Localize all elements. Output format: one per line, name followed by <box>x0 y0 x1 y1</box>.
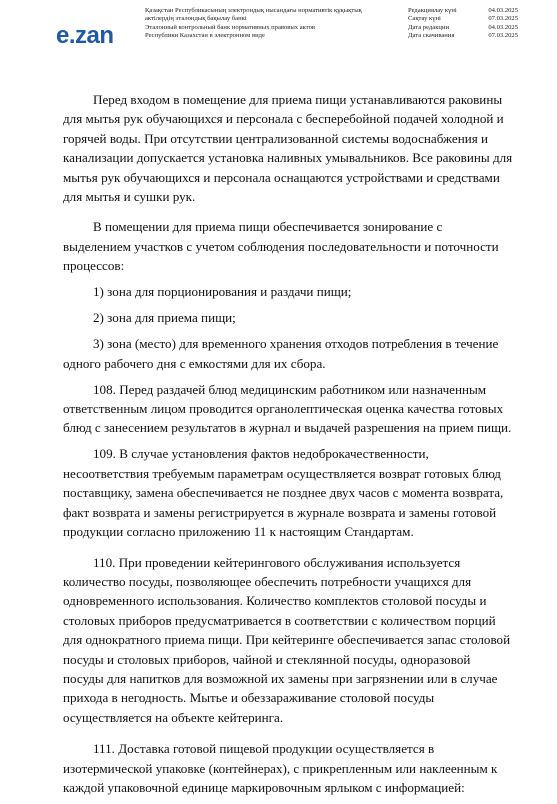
meta-value: 07.03.2025 <box>488 15 518 23</box>
meta-row <box>408 24 518 32</box>
meta-value: 07.03.2025 <box>488 32 518 40</box>
paragraph: 110. При проведении кейтерингового обслуживания используется количество посуды, позволяющее обеспечить потребности учащихся для одновременного использования. Количество комплектов столовой посуды и столовых приборов предусматривается в соответствии с количеством порций для однократного приема пищи. При кейтеринге обеспечивается запас столовой посуды и столовых приборов, чайной и стеклянной посуды, одноразовой посуды для напитков для возможной их замены при загрязнении или в случае прихода в негодность. Мытье и обеззараживание столовой посуды осуществляется на объекте кейтеринга. <box>63 554 511 725</box>
ezan-logo: e.zan <box>56 22 114 49</box>
paragraph: 109. В случае установления фактов недоброкачественности, несоответствия требуемым параметрам осуществляется возврат готовых блюд поставщику, замена обеспечивается не позднее двух часов с момента возврата, факт возврата и замены регистрируется в журнале возврата и замены готовой продукции согласно приложению 11 к настоящим Стандартам. <box>63 446 504 540</box>
list-item: 2) зона для приема пищи; <box>93 310 236 326</box>
list-item: 3) зона (место) для временного хранения отходов потребления в течение одного рабочего дня с емкостями для их сбора. <box>63 336 499 371</box>
document-header <box>0 0 557 72</box>
meta-row <box>408 7 518 15</box>
meta-label: Редакциялау күні <box>408 7 457 14</box>
meta-row <box>408 15 518 23</box>
source-description <box>145 7 395 41</box>
source-line: Республики Казахстан в электронном виде <box>145 32 265 40</box>
meta-label: Сақтау күні <box>408 15 441 23</box>
paragraph: 111. Доставка готовой пищевой продукции осуществляется в изотермической упаковке (контейнерах), с прикрепленным или наклеенным к каждой упаковочной единице маркировочным ярлыком с информацией: <box>63 741 498 795</box>
meta-value: 04.03.2025 <box>488 7 518 14</box>
source-line: Эталонный контрольный банк нормативных правовых актов <box>145 23 315 31</box>
list-item: 1) зона для порционирования и раздачи пищи; <box>93 284 352 300</box>
paragraph: 108. Перед раздачей блюд медицинским работником или назначенным ответственным лицом проводится органолептическая оценка качества готовых блюд с занесением результатов в журнал и выдачей разрешения на прием пищи. <box>63 381 512 436</box>
meta-row <box>408 32 518 40</box>
paragraph: Перед входом в помещение для приема пищи устанавливаются раковины для мытья рук обучающихся и персонала с бесперебойной подачей холодной и горячей воды. При отсутствии централизованной системы водоснабжения и канализации допускается установка наливных умывальников. Все раковины для мытья рук обучающихся и персонала оснащаются устройствами и средствами для мытья и сушки рук. <box>63 92 513 205</box>
document-dates <box>408 7 518 41</box>
meta-label: Дата редакции <box>408 23 449 31</box>
paragraph: В помещении для приема пищи обеспечивается зонирование с выделением участков с учетом соблюдения последовательности и поточности процессов: <box>63 219 499 274</box>
source-line: актілердің эталондық бақылау банкі <box>145 15 247 23</box>
meta-label: Дата скачивания <box>408 32 455 40</box>
meta-value: 04.03.2025 <box>488 23 518 31</box>
document-body <box>63 90 513 804</box>
source-line: Қазақстан Республикасының электрондық нысандағы нормативтік құқықтық <box>145 7 362 14</box>
